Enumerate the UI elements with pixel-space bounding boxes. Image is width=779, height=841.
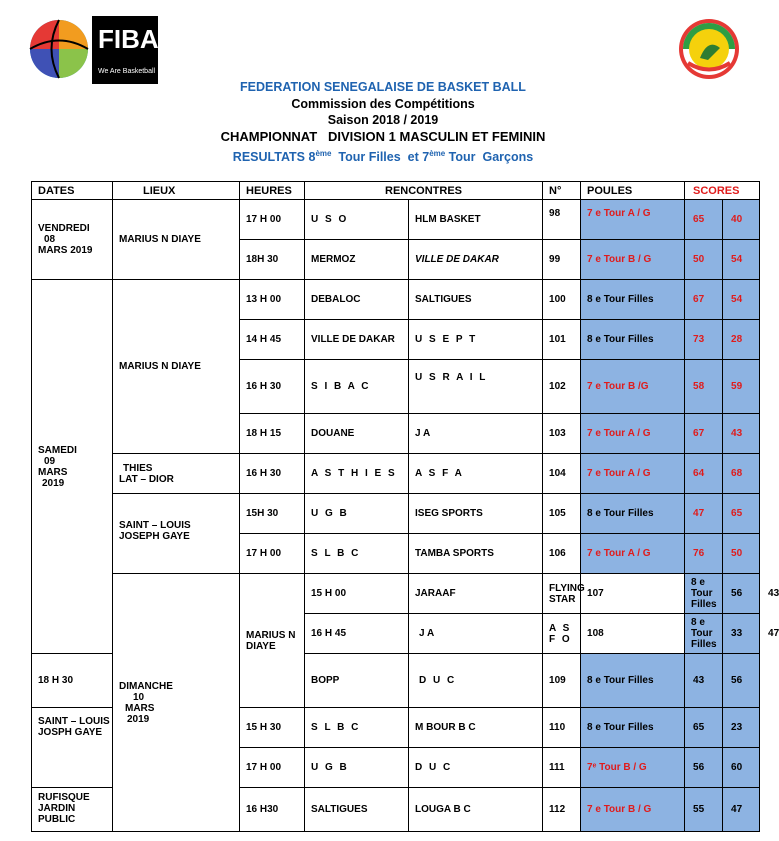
heure-cell: 18H 30 [240,240,305,280]
heure-cell: 18 H 15 [240,414,305,454]
match-number: 106 [543,534,581,574]
poule-cell: 7 e Tour A / G [581,534,685,574]
score-away: 23 [723,708,760,748]
match-number: 101 [543,320,581,360]
heure-cell: 16 H 45 [305,614,409,654]
fiba-logo-text: FIBA [98,24,159,54]
table-row [32,200,760,240]
poule-cell: 8 e Tour Filles [581,654,685,708]
score-home: 47 [685,494,723,534]
poule-cell: 7 e Tour A / G [581,454,685,494]
match-number: 107 [581,574,685,614]
team2-cell: D U C [409,654,543,708]
results-title: RESULTATS 8ème Tour Filles et 7ème Tour Garçons [232,149,534,165]
score-home: 64 [685,454,723,494]
team1-cell: A S T H I E S [305,454,409,494]
heure-cell: 15 H 30 [240,708,305,748]
lieu-cell: SAINT – LOUIS JOSEPH GAYE [113,494,240,574]
score-home: 33 [723,614,760,654]
team2-cell: VILLE DE DAKAR [409,240,543,280]
poule-cell: 8 e Tour Filles [685,614,723,654]
heure-cell: 15H 30 [240,494,305,534]
score-away: 68 [723,454,760,494]
date-cell: SAMEDI 09 MARS 2019 [32,280,113,654]
lieu-cell: RUFISQUE JARDIN PUBLIC [32,788,113,832]
score-away: 54 [723,240,760,280]
match-number: 110 [543,708,581,748]
poule-cell: 8 e Tour Filles [581,708,685,748]
team2-cell: TAMBA SPORTS [409,534,543,574]
team1-cell: BOPP [305,654,409,708]
team2-cell: A S F A [409,454,543,494]
poule-cell: 8 e Tour Filles [581,320,685,360]
team2-cell: HLM BASKET [409,200,543,240]
score-away: 60 [723,748,760,788]
score-home: 67 [685,414,723,454]
team1-cell: JARAAF [409,574,543,614]
poule-cell: 7 e Tour B /G [581,360,685,414]
championship-title: CHAMPIONNAT DIVISION 1 MASCULIN ET FEMININ [220,129,546,144]
poule-cell: 7 e Tour A / G [581,414,685,454]
heure-cell: 16 H 30 [240,454,305,494]
match-number: 105 [543,494,581,534]
table-row [32,454,760,494]
score-home: 76 [685,534,723,574]
poule-cell: 8 e Tour Filles [581,280,685,320]
match-number: 103 [543,414,581,454]
score-home: 67 [685,280,723,320]
fiba-tagline: We Are Basketball [98,68,156,75]
team1-cell: U G B [305,494,409,534]
table-row: DIMANCHE 10 MARS 2019 MARIUS N DIAYE 15 H 00 JARAAF FLYING STAR 107 8 e Tour Filles 56 43 [32,574,760,614]
federation-title: FEDERATION SENEGALAISE DE BASKET BALL [240,80,526,94]
col-scores: SCORES [685,182,760,200]
heure-cell: 18 H 30 [32,654,113,708]
score-home: 65 [685,200,723,240]
team1-cell: DOUANE [305,414,409,454]
fiba-ball-icon [28,18,90,80]
lieu-cell: SAINT – LOUIS JOSPH GAYE [32,708,113,788]
match-number: 111 [543,748,581,788]
team1-cell: U G B [305,748,409,788]
team2-cell: ISEG SPORTS [409,494,543,534]
match-number: 109 [543,654,581,708]
match-number: 99 [543,240,581,280]
col-lieux: LIEUX [113,182,240,200]
lieu-cell: MARIUS N DIAYE [113,200,240,280]
team1-cell: U S O [305,200,409,240]
score-away: 28 [723,320,760,360]
table-row [32,494,760,534]
score-home: 65 [685,708,723,748]
heure-cell: 17 H 00 [240,748,305,788]
team2-cell: U S E P T [409,320,543,360]
heure-cell: 17 H 00 [240,534,305,574]
heure-cell: 14 H 45 [240,320,305,360]
match-number: 100 [543,280,581,320]
team1-cell: SALTIGUES [305,788,409,832]
heure-cell: 13 H 00 [240,280,305,320]
poule-cell: 7 e Tour B / G [581,788,685,832]
results-table [31,181,779,832]
team1-cell: MERMOZ [305,240,409,280]
team1-cell: S I B A C [305,360,409,414]
col-rencontres: RENCONTRES [305,182,543,200]
score-away: 43 [723,414,760,454]
team1-cell: S L B C [305,534,409,574]
team2-cell: SALTIGUES [409,280,543,320]
score-home: 58 [685,360,723,414]
score-home: 56 [685,748,723,788]
score-home: 55 [685,788,723,832]
score-home: 73 [685,320,723,360]
score-away: 59 [723,360,760,414]
team2-cell: M BOUR B C [409,708,543,748]
team2-cell: U S R A I L [409,360,543,414]
match-number: 102 [543,360,581,414]
table-header-row [32,182,760,200]
lieu-cell: MARIUS N DIAYE [113,280,240,454]
heure-cell: 16 H30 [240,788,305,832]
col-poules: POULES [581,182,685,200]
team2-cell: J A [409,414,543,454]
fiba-logo [28,16,158,84]
lieu-cell: MARIUS N DIAYE [240,574,305,708]
poule-cell: 7 e Tour A / G [581,200,685,240]
team2-cell: FLYING STAR [543,574,581,614]
table-row [32,280,760,320]
poule-cell: 8 e Tour Filles [685,574,723,614]
score-away: 47 [723,788,760,832]
score-home: 50 [685,240,723,280]
poule-cell: 8 e Tour Filles [581,494,685,534]
heure-cell: 15 H 00 [305,574,409,614]
match-number: 108 [581,614,685,654]
heure-cell: 17 H 00 [240,200,305,240]
score-home: 56 [723,574,760,614]
team1-cell: S L B C [305,708,409,748]
score-away: 40 [723,200,760,240]
table-row: 16 H 45 J A A S F O 108 8 e Tour Filles 33 47 [32,614,760,654]
poule-cell: 7 e Tour B / G [581,240,685,280]
date-cell: VENDREDI 08 MARS 2019 [32,200,113,280]
score-away: 54 [723,280,760,320]
date-cell: DIMANCHE 10 MARS 2019 [113,574,240,832]
lieu-cell: THIES LAT – DIOR [113,454,240,494]
team2-cell: D U C [409,748,543,788]
poule-cell: 7ᵉ Tour B / G [581,748,685,788]
score-away: 56 [723,654,760,708]
match-number: 98 [543,200,581,240]
team1-cell: DEBALOC [305,280,409,320]
commission-title: Commission des Compétitions [291,97,475,111]
score-away: 50 [723,534,760,574]
score-home: 43 [685,654,723,708]
season-title: Saison 2018 / 2019 [327,113,439,127]
col-num: N° [543,182,581,200]
team1-cell: J A [409,614,543,654]
col-dates: DATES [32,182,113,200]
heure-cell: 16 H 30 [240,360,305,414]
team1-cell: VILLE DE DAKAR [305,320,409,360]
team2-cell: A S F O [543,614,581,654]
match-number: 112 [543,788,581,832]
score-away: 65 [723,494,760,534]
match-number: 104 [543,454,581,494]
team2-cell: LOUGA B C [409,788,543,832]
fsbb-seal-icon [678,18,740,80]
col-heures: HEURES [240,182,305,200]
